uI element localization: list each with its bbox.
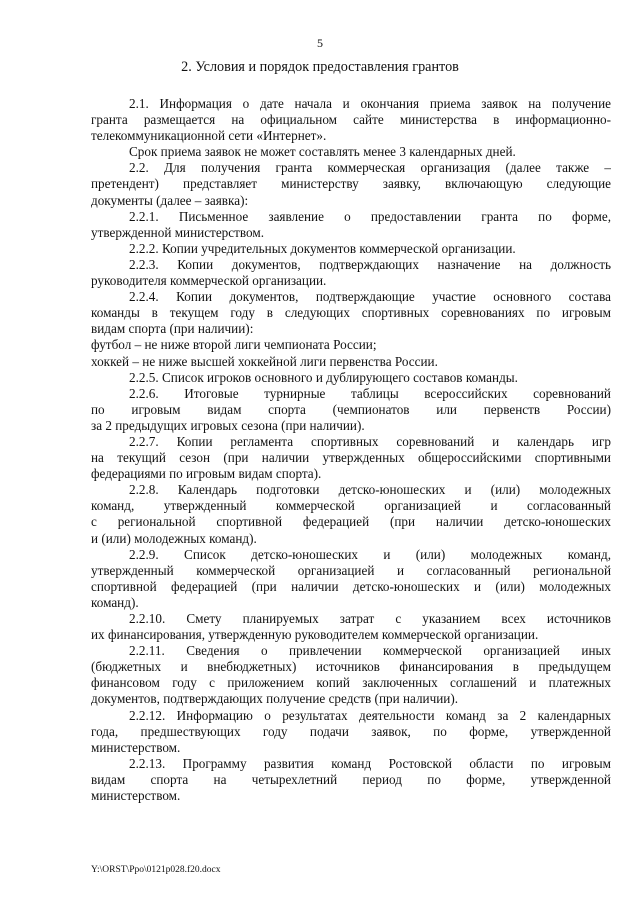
text-line: с региональной спортивной федерацией (при наличии детско-юношеских	[91, 514, 611, 530]
text-line: утвержденный коммерческой организацией и согласованный региональной	[91, 562, 611, 578]
text-line: министерством.	[91, 739, 181, 755]
text-line: 2.2.7. Копии регламента спортивных соревнований и календарь игр	[129, 433, 611, 449]
text-line: их финансирования, утвержденную руководителем коммерческой организации.	[91, 627, 539, 643]
text-line: команд, утвержденный коммерческой организацией и согласованный	[91, 498, 611, 514]
text-line: видам спорта на четырехлетний период по форме, утвержденной	[91, 771, 611, 787]
text-line: 2.2.11. Сведения о привлечении коммерческой организацией иных	[129, 643, 611, 659]
text-line: гранта размещается на официальном сайте министерства в информационно-	[91, 112, 611, 128]
text-line: 2.2.6. Итоговые турнирные таблицы всероссийских соревнований	[129, 385, 611, 401]
text-line: документы (далее – заявка):	[91, 192, 249, 208]
section-title: 2. Условия и порядок предоставления грантов	[181, 59, 459, 75]
text-line: 2.2.13. Программу развития команд Ростовской области по игровым	[129, 755, 611, 771]
text-line: 2.2.12. Информацию о результатах деятельности команд за 2 календарных	[129, 707, 611, 723]
text-line: утвержденной министерством.	[91, 224, 265, 240]
text-line: 2.2.2. Копии учредительных документов коммерческой организации.	[129, 240, 516, 256]
text-line: 2.2.3. Копии документов, подтверждающих назначение на должность	[129, 256, 611, 272]
text-line: команды в текущем году в следующих спортивных соревнованиях по игровым	[91, 305, 611, 321]
text-line: 2.1. Информация о дате начала и окончания приема заявок на получение	[129, 96, 611, 111]
text-line: футбол – не ниже второй лиги чемпионата России;	[91, 337, 377, 353]
text-line: руководителя коммерческой организации.	[91, 273, 327, 289]
text-line: 2.2.5. Список игроков основного и дублирующего составов команды.	[129, 369, 518, 385]
text-line: телекоммуникационной сети «Интернет».	[91, 128, 327, 144]
text-line: по игровым видам спорта (чемпионатов или первенств России)	[91, 401, 611, 417]
text-line: команд).	[91, 594, 139, 610]
text-line: 2.2.1. Письменное заявление о предоставлении гранта по форме,	[129, 208, 611, 224]
text-line: 2.2.4. Копии документов, подтверждающие участие основного состава	[129, 289, 611, 305]
body-text	[91, 96, 611, 804]
text-line: документов, подтверждающих получение средств (при наличии).	[91, 691, 459, 707]
text-line: министерством.	[91, 788, 181, 804]
text-line: и (или) молодежных команд).	[91, 530, 257, 546]
text-line: за 2 предыдущих игровых сезона (при наличии).	[91, 417, 365, 433]
text-line: Срок приема заявок не может составлять менее 3 календарных дней.	[129, 144, 516, 160]
text-line: года, предшествующих году подачи заявок, по форме, утвержденной	[91, 723, 611, 739]
text-line: на текущий сезон (при наличии утвержденных общероссийскими спортивными	[91, 450, 611, 466]
text-line: федерациями по игровым видам спорта).	[91, 466, 322, 482]
text-line: 2.2.8. Календарь подготовки детско-юношеских и (или) молодежных	[129, 482, 611, 498]
text-line: спортивной федерацией (при наличии детско-юношеских и (или) молодежных	[91, 578, 611, 594]
text-line: хоккей – не ниже высшей хоккейной лиги первенства России.	[91, 353, 438, 369]
text-line: претендент) представляет министерству заявку, включающую следующие	[91, 176, 611, 192]
text-line: видам спорта (при наличии):	[91, 321, 254, 337]
footer-file-path: Y:\ORST\Ppo\0121p028.f20.docx	[91, 865, 221, 875]
text-line: 2.2.9. Список детско-юношеских и (или) молодежных команд,	[129, 546, 611, 562]
text-line: 2.2. Для получения гранта коммерческая организация (далее также –	[129, 160, 611, 176]
page-number: 5	[317, 36, 323, 50]
text-line: 2.2.10. Смету планируемых затрат с указанием всех источников	[129, 611, 611, 626]
text-line: финансовом году с приложением копий заключенных соглашений и платежных	[91, 675, 611, 691]
text-line: (бюджетных и внебюджетных) источников финансирования в предыдущем	[91, 659, 611, 675]
